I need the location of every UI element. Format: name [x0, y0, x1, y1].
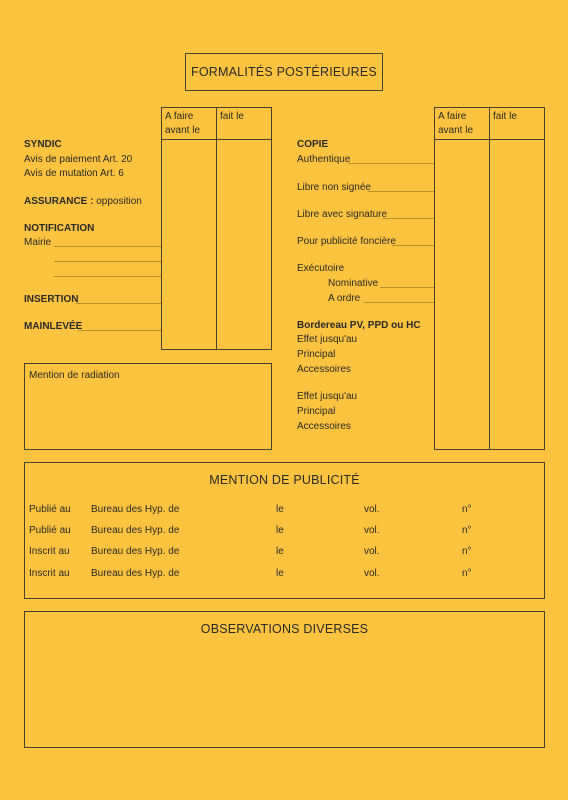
publicite-row-1-a: Publié au: [29, 504, 71, 515]
publicite-row-1-b: Bureau des Hyp. de: [91, 504, 180, 515]
page-title: FORMALITÉS POSTÉRIEURES: [191, 65, 377, 79]
mention-publicite-title: MENTION DE PUBLICITÉ: [209, 473, 360, 487]
principal-2-label: Principal: [297, 406, 336, 417]
left-col-faitle: fait le: [220, 111, 244, 122]
observations-title: OBSERVATIONS DIVERSES: [200, 622, 369, 636]
pour-publicite-fill-line[interactable]: [392, 245, 434, 246]
libre-avec-signature-label: Libre avec signature: [297, 209, 388, 220]
publicite-row-2-a: Publié au: [29, 525, 71, 536]
publicite-row-3-c: le: [276, 546, 284, 557]
accessoires-1-label: Accessoires: [297, 364, 351, 375]
mention-radiation-label: Mention de radiation: [29, 370, 120, 381]
mairie-fill-line[interactable]: [54, 246, 161, 247]
left-col-afaire-1: A faire: [165, 111, 194, 122]
publicite-row-3-d: vol.: [364, 546, 380, 557]
publicite-row-3-e: n°: [462, 546, 472, 557]
avis-paiement-label: Avis de paiement Art. 20: [24, 154, 133, 165]
right-col-afaire-2: avant le: [438, 125, 474, 136]
mairie-label: Mairie: [24, 237, 52, 248]
copie-heading: COPIE: [297, 139, 329, 150]
avis-mutation-label: Avis de mutation Art. 6: [24, 168, 124, 179]
authentique-label: Authentique: [297, 154, 351, 165]
assurance-value: opposition: [96, 196, 142, 207]
insertion-fill-line[interactable]: [76, 303, 161, 304]
publicite-row-1-d: vol.: [364, 504, 380, 515]
publicite-row-4-d: vol.: [364, 568, 380, 579]
a-ordre-label: A ordre: [328, 293, 361, 304]
notification-heading: NOTIFICATION: [24, 223, 95, 234]
effet-1-label: Effet jusqu'au: [297, 334, 358, 345]
assurance-row: [24, 196, 142, 208]
libre-non-signee-fill-line[interactable]: [368, 191, 434, 192]
nominative-fill-line[interactable]: [380, 287, 434, 288]
right-col-afaire-1: A faire: [438, 111, 467, 122]
insertion-heading: INSERTION: [24, 294, 79, 305]
mainlevee-fill-line[interactable]: [78, 330, 161, 331]
publicite-row-4-b: Bureau des Hyp. de: [91, 568, 180, 579]
publicite-row-2-d: vol.: [364, 525, 380, 536]
libre-non-signee-label: Libre non signée: [297, 182, 371, 193]
publicite-row-2-b: Bureau des Hyp. de: [91, 525, 180, 536]
bordereau-heading: Bordereau PV, PPD ou HC: [297, 320, 421, 331]
authentique-fill-line[interactable]: [348, 163, 434, 164]
notification-fill-line-2[interactable]: [54, 261, 161, 262]
publicite-row-4-c: le: [276, 568, 284, 579]
right-grid-divider: [489, 107, 490, 450]
accessoires-2-label: Accessoires: [297, 421, 351, 432]
libre-avec-signature-fill-line[interactable]: [383, 218, 434, 219]
principal-1-label: Principal: [297, 349, 336, 360]
mainlevee-heading: MAINLEVÉE: [24, 321, 83, 332]
effet-2-label: Effet jusqu'au: [297, 391, 358, 402]
left-grid-divider: [216, 107, 217, 350]
pour-publicite-label: Pour publicité foncière: [297, 236, 396, 247]
notification-fill-line-3[interactable]: [54, 276, 161, 277]
assurance-heading: ASSURANCE :: [24, 196, 94, 207]
left-grid-header-rule: [161, 139, 272, 140]
nominative-label: Nominative: [328, 278, 379, 289]
right-grid-header-rule: [434, 139, 545, 140]
right-col-faitle: fait le: [493, 111, 517, 122]
left-col-afaire-2: avant le: [165, 125, 201, 136]
publicite-row-3-a: Inscrit au: [29, 546, 70, 557]
publicite-row-4-e: n°: [462, 568, 472, 579]
executoire-label: Exécutoire: [297, 263, 345, 274]
syndic-heading: SYNDIC: [24, 139, 62, 150]
publicite-row-1-c: le: [276, 504, 284, 515]
a-ordre-fill-line[interactable]: [364, 302, 434, 303]
publicite-row-4-a: Inscrit au: [29, 568, 70, 579]
publicite-row-2-c: le: [276, 525, 284, 536]
publicite-row-1-e: n°: [462, 504, 472, 515]
publicite-row-3-b: Bureau des Hyp. de: [91, 546, 180, 557]
publicite-row-2-e: n°: [462, 525, 472, 536]
